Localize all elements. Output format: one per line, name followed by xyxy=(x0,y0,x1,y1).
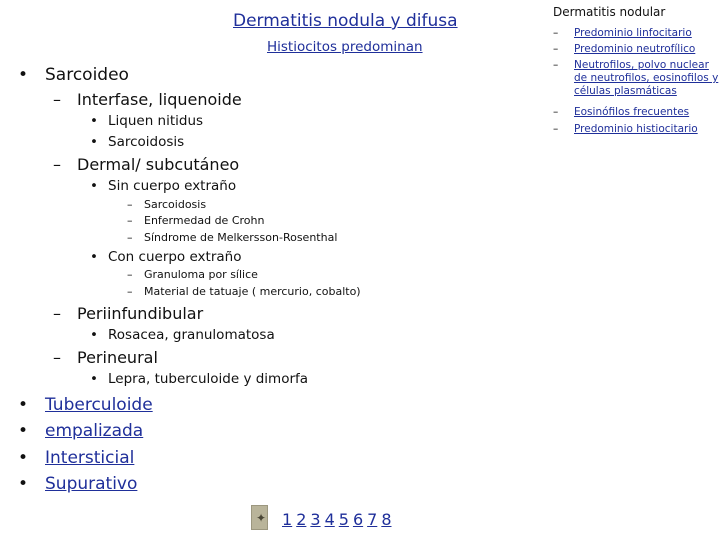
bullet: • xyxy=(90,249,98,265)
right-list-item-text[interactable]: de neutrofilos, eosinofilos y xyxy=(574,72,719,84)
bullet: • xyxy=(18,474,29,494)
bullet: • xyxy=(90,134,98,150)
dash: – xyxy=(53,304,61,323)
page-link[interactable]: 4 xyxy=(324,510,335,529)
page-link[interactable]: 7 xyxy=(367,510,378,529)
dash: – xyxy=(53,90,61,109)
page-link[interactable]: 8 xyxy=(381,510,392,529)
bullet: • xyxy=(90,371,98,387)
bullet: • xyxy=(90,178,98,194)
right-list-item-text[interactable]: Eosinófilos frecuentes xyxy=(574,106,690,118)
item-lepra: Lepra, tuberculoide y dimorfa xyxy=(108,371,309,387)
item-perineural: Perineural xyxy=(77,348,158,367)
page-link[interactable]: 3 xyxy=(310,510,321,529)
subtitle-link[interactable]: Histiocitos predominan xyxy=(267,39,423,55)
page-link[interactable]: 2 xyxy=(296,510,307,529)
dash: – xyxy=(553,106,559,118)
dash: – xyxy=(127,231,133,244)
item-sarcoideo: Sarcoideo xyxy=(45,65,129,85)
dash: – xyxy=(127,198,133,211)
title-link[interactable]: Dermatitis nodula y difusa xyxy=(233,11,458,31)
right-list-item-text[interactable]: Neutrofilos, polvo nuclear xyxy=(574,59,709,71)
item-con-cuerpo: Con cuerpo extraño xyxy=(108,249,242,265)
bullet: • xyxy=(18,448,29,468)
dash: – xyxy=(553,27,559,39)
page-link[interactable]: 6 xyxy=(352,510,364,529)
dash: – xyxy=(127,285,133,298)
right-list-item-text[interactable]: Predominio histiocitario xyxy=(574,123,698,135)
bullet: • xyxy=(18,395,29,415)
link-tuberculoide[interactable]: Tuberculoide xyxy=(45,395,153,415)
right-list-item-text[interactable]: células plasmáticas xyxy=(574,85,677,97)
dash: – xyxy=(127,214,133,227)
link-empalizada[interactable]: empalizada xyxy=(45,421,144,441)
dash: – xyxy=(553,123,559,135)
dash: – xyxy=(127,268,133,281)
dash: – xyxy=(553,43,559,55)
right-list-item-text[interactable]: Predominio linfocitario xyxy=(574,27,692,39)
bullet: • xyxy=(90,327,98,343)
item-sarcoidosis-2: Sarcoidosis xyxy=(144,198,207,211)
right-panel-title: Dermatitis nodular xyxy=(553,5,666,19)
item-sin-cuerpo: Sin cuerpo extraño xyxy=(108,178,237,194)
page-link[interactable]: 1 xyxy=(282,510,293,529)
right-list-item-text[interactable]: Predominio neutrofílico xyxy=(574,43,696,55)
link-supurativo[interactable]: Supurativo xyxy=(45,474,138,494)
item-crohn: Enfermedad de Crohn xyxy=(144,214,265,227)
item-dermal: Dermal/ subcutáneo xyxy=(77,155,240,174)
item-rosacea: Rosacea, granulomatosa xyxy=(108,327,275,343)
item-tatuaje: Material de tatuaje ( mercurio, cobalto) xyxy=(144,285,361,298)
bullet: • xyxy=(18,65,29,85)
item-granuloma-silice: Granuloma por sílice xyxy=(144,268,258,281)
bullet: • xyxy=(90,113,98,129)
dash: – xyxy=(53,155,61,174)
item-sarcoidosis: Sarcoidosis xyxy=(108,134,185,150)
bullet: • xyxy=(18,421,29,441)
document-icon[interactable]: ✦ xyxy=(251,505,268,530)
link-intersticial[interactable]: Intersticial xyxy=(45,448,135,468)
item-liquen-nitidus: Liquen nitidus xyxy=(108,113,204,129)
item-periinfundibular: Periinfundibular xyxy=(77,304,204,323)
pagination xyxy=(282,510,396,529)
dash: – xyxy=(553,59,559,71)
page-link[interactable]: 5 xyxy=(338,510,349,529)
item-melkersson: Síndrome de Melkersson-Rosenthal xyxy=(144,231,338,244)
dash: – xyxy=(53,348,61,367)
item-interfase: Interfase, liquenoide xyxy=(77,90,242,109)
